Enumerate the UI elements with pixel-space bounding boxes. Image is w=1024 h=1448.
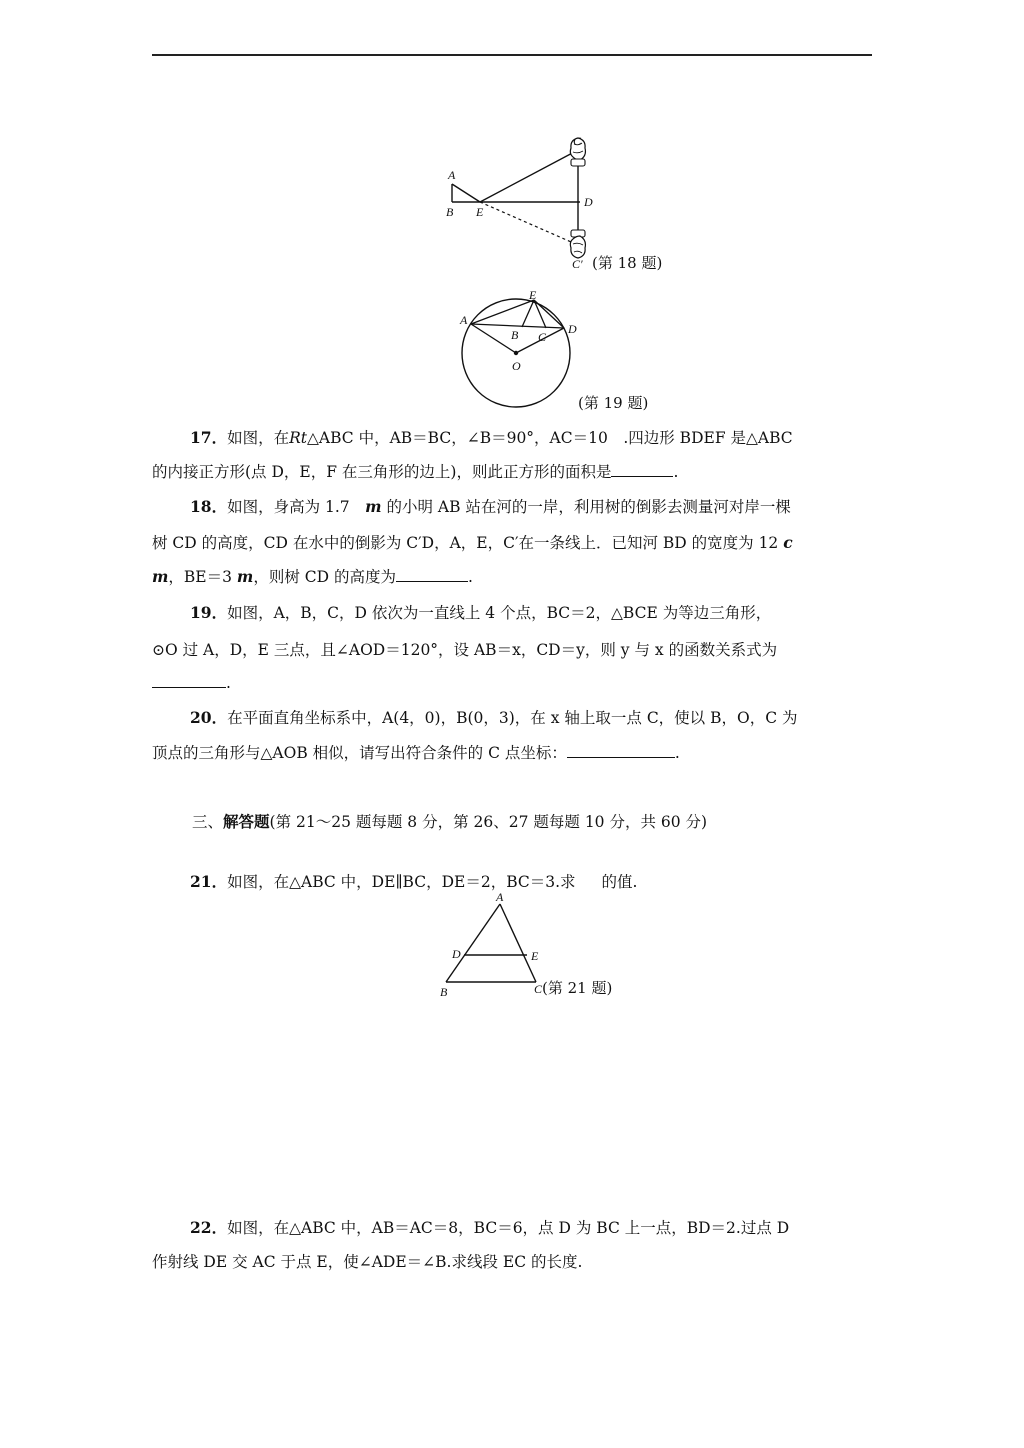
label-O: O <box>512 359 521 373</box>
label-E: E <box>476 205 484 219</box>
q18-end: . <box>467 568 473 586</box>
q21-text-a: 如图，在△ABC 中，DE∥BC，DE＝2，BC＝3.求 <box>227 873 576 891</box>
q18-text-3c: ，则树 CD 的高度为 <box>253 568 396 586</box>
label-C: C <box>573 134 582 148</box>
q18-line2 <box>152 533 793 553</box>
q17-text-1a: 如图，在 <box>227 429 290 447</box>
top-rule <box>152 54 872 56</box>
label-A: A <box>460 313 468 327</box>
q21-line1 <box>190 872 637 892</box>
q17-text-1b: △ABC 中，AB＝BC，∠B＝90°，AC＝10 .四边形 BDEF 是△ABC <box>307 429 793 447</box>
q21-text-b: 的值. <box>601 873 638 891</box>
q17-line1 <box>190 428 793 448</box>
q18-line3 <box>152 567 473 587</box>
q19-number: 19． <box>190 603 228 622</box>
label-D: D <box>568 322 577 336</box>
q18-unit-m0: m <box>152 567 169 586</box>
section-3-prefix: 三、 <box>192 813 224 831</box>
label-B: B <box>446 205 454 219</box>
label-B: B <box>440 985 448 999</box>
section-3-heading <box>192 812 707 832</box>
q18-text-1a: 如图，身高为 1.7 <box>227 498 366 516</box>
q19-end: . <box>226 674 231 692</box>
q20-line1 <box>190 708 798 728</box>
figure-21-caption: (第 21 题) <box>542 979 613 997</box>
q18-unit-m1: m <box>365 497 382 516</box>
q17-answer-blank[interactable] <box>611 462 673 477</box>
q17-text-2: 的内接正方形(点 D，E，F 在三角形的边上)，则此正方形的面积是 <box>152 463 612 481</box>
q22-line2 <box>152 1252 582 1272</box>
q19-text-1: 如图，A，B，C，D 依次为一直线上 4 个点，BC＝2，△BCE 为等边三角形， <box>227 604 772 622</box>
q22-text-2: 作射线 DE 交 AC 于点 E，使∠ADE＝∠B.求线段 EC 的长度. <box>152 1253 583 1271</box>
q17-rt: Rt <box>289 429 307 447</box>
q22-line1 <box>190 1218 789 1238</box>
figure-19-diagram <box>450 286 670 416</box>
section-3-detail: (第 21～25 题每题 8 分，第 26、27 题每题 10 分，共 60 分) <box>269 813 708 831</box>
q18-text-3b: ，BE＝3 <box>168 568 237 586</box>
q20-end: . <box>674 744 680 762</box>
q17-line2 <box>152 462 678 482</box>
q17-number: 17． <box>190 428 228 447</box>
q18-number: 18． <box>190 497 228 516</box>
figure-18-caption: (第 18 题) <box>592 254 663 272</box>
q18-unit-m2: m <box>236 567 254 586</box>
q20-line2 <box>152 743 680 763</box>
figure-21 <box>436 890 636 1000</box>
figure-18-diagram <box>440 130 680 280</box>
q19-answer-blank[interactable] <box>152 673 226 688</box>
q22-number: 22． <box>190 1218 228 1237</box>
q18-answer-blank[interactable] <box>396 567 468 582</box>
q18-text-1b: 的小明 AB 站在河的一岸，利用树的倒影去测量河对岸一棵 <box>381 498 791 516</box>
q20-number: 20． <box>190 708 228 727</box>
q18-unit-c: c <box>783 533 793 552</box>
figure-21-diagram <box>436 890 636 1000</box>
label-A: A <box>448 168 456 182</box>
q17-end: . <box>673 463 679 481</box>
label-B: B <box>511 328 519 342</box>
label-C-prime: C′ <box>572 257 583 271</box>
label-C: C <box>538 330 547 344</box>
tree-reflection-icon <box>570 230 585 258</box>
section-3-title: 解答题 <box>223 812 270 831</box>
q18-text-2a: 树 CD 的高度，CD 在水中的倒影为 C′D，A，E，C′在一条线上．已知河 BD 的宽度为 12 <box>152 534 784 552</box>
figure-19 <box>450 286 670 416</box>
q20-answer-blank[interactable] <box>567 743 675 758</box>
figure-19-caption: (第 19 题) <box>578 394 649 412</box>
q19-line3 <box>152 673 231 693</box>
figure-18 <box>440 130 680 280</box>
q19-line2 <box>152 640 777 660</box>
label-D: D <box>452 947 461 961</box>
q19-line1 <box>190 603 771 623</box>
label-D: D <box>584 195 593 209</box>
label-E: E <box>531 949 539 963</box>
q20-text-2: 顶点的三角形与△AOB 相似，请写出符合条件的 C 点坐标： <box>152 744 567 762</box>
q19-text-2: ⊙O 过 A，D，E 三点，且∠AOD＝120°，设 AB＝x，CD＝y，则 y 与 x 的函数关系式为 <box>152 641 778 659</box>
label-E: E <box>529 288 537 302</box>
q18-line1 <box>190 497 791 517</box>
q20-text-1: 在平面直角坐标系中，A(4，0)，B(0，3)，在 x 轴上取一点 C，使以 B，O，C 为 <box>227 709 798 727</box>
label-C: C <box>534 982 543 996</box>
q21-number: 21． <box>190 872 228 891</box>
label-A: A <box>496 890 504 904</box>
q22-text-1: 如图，在△ABC 中，AB＝AC＝8，BC＝6，点 D 为 BC 上一点，BD＝2.过点 D <box>227 1219 790 1237</box>
